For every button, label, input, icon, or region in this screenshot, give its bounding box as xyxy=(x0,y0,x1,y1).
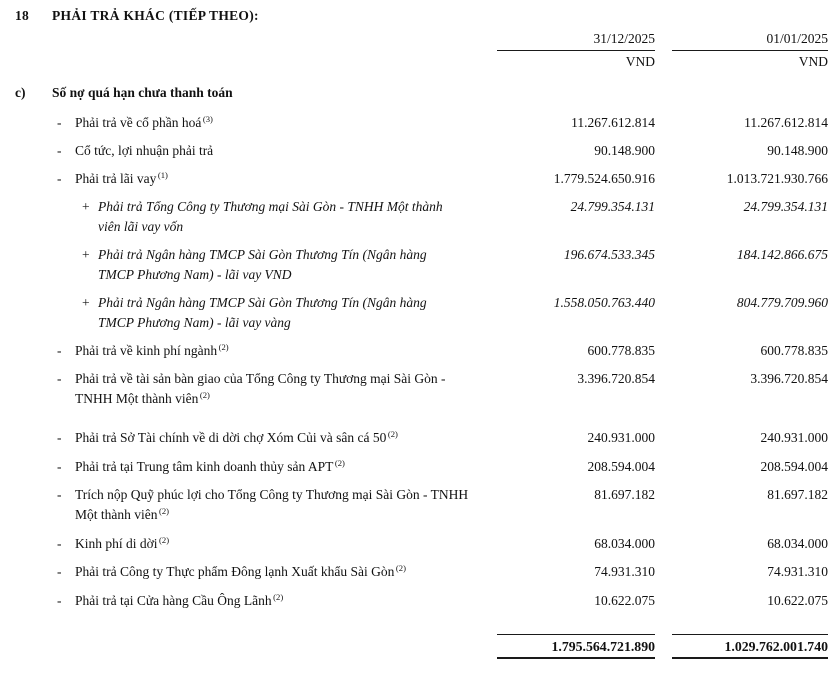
plus-bullet-icon: + xyxy=(82,247,90,262)
line-item-label xyxy=(75,428,470,448)
line-item-label-text: Phải trả về cổ phần hoá xyxy=(75,115,202,130)
note-title-row xyxy=(0,8,835,30)
line-item-label-text: Kinh phí di dời xyxy=(75,536,158,551)
column-header-col1 xyxy=(497,30,655,78)
line-item-label xyxy=(75,169,470,189)
line-item-label-text: Phải trả Sở Tài chính về di dời chợ Xóm Củi và sân cá 50 xyxy=(75,430,387,445)
dash-bullet-icon: - xyxy=(57,487,62,502)
total-box-col1 xyxy=(497,634,655,668)
footnote-marker: (2) xyxy=(334,457,345,468)
dash-bullet-icon: - xyxy=(57,143,62,158)
dash-bullet-icon: - xyxy=(57,115,62,130)
amount-col2: 1.013.721.930.766 xyxy=(726,171,828,186)
amount-col1: 11.267.612.814 xyxy=(571,115,655,130)
amount-col2: 90.148.900 xyxy=(767,143,828,158)
line-item-label-text: Phải trả Tổng Công ty Thương mại Sài Gòn - TNHH Một thành viên lãi vay vốn xyxy=(98,199,443,234)
amount-col1: 1.558.050.763.440 xyxy=(553,295,655,310)
total-value-col2: 1.029.762.001.740 xyxy=(724,639,828,654)
amount-col1: 1.779.524.650.916 xyxy=(553,171,655,186)
footnote-marker: (2) xyxy=(395,562,406,573)
line-item-label-text: Phải trả tại Cửa hàng Cầu Ông Lãnh xyxy=(75,593,272,608)
column-unit-col1: VND xyxy=(625,54,655,69)
amount-col2: 184.142.866.675 xyxy=(736,247,828,262)
amount-col2: 68.034.000 xyxy=(767,536,828,551)
note-number: 18 xyxy=(15,8,29,23)
amount-col2: 81.697.182 xyxy=(767,487,828,502)
amount-col2: 804.779.709.960 xyxy=(736,295,828,310)
column-date-col1: 31/12/2025 xyxy=(593,31,655,46)
amount-col1: 90.148.900 xyxy=(594,143,655,158)
amount-col1: 24.799.354.131 xyxy=(570,199,655,214)
dash-bullet-icon: - xyxy=(57,171,62,186)
footnote-marker: (1) xyxy=(157,169,168,180)
line-item-label-text: Phải trả về kinh phí ngành xyxy=(75,343,218,358)
footnote-marker: (3) xyxy=(202,113,213,124)
amount-col2: 24.799.354.131 xyxy=(743,199,828,214)
dash-bullet-icon: - xyxy=(57,536,62,551)
line-item-label xyxy=(98,197,453,237)
line-item-label-text: Phải trả Ngân hàng TMCP Sài Gòn Thương Tín (Ngân hàng TMCP Phương Nam) - lãi vay VND xyxy=(98,247,427,282)
section-label: Số nợ quá hạn chưa thanh toán xyxy=(52,85,233,100)
column-unit-col2: VND xyxy=(798,54,828,69)
line-item-label xyxy=(75,457,470,477)
footnote-marker: (2) xyxy=(218,341,229,352)
column-header-col2 xyxy=(672,30,828,78)
line-item-label xyxy=(75,485,470,525)
footnote-marker: (2) xyxy=(159,534,170,545)
line-item-label-text: Phải trả Công ty Thực phẩm Đông lạnh Xuất khẩu Sài Gòn xyxy=(75,564,395,579)
amount-col2: 11.267.612.814 xyxy=(744,115,828,130)
dash-bullet-icon: - xyxy=(57,371,62,386)
line-item-label xyxy=(75,113,470,133)
page-title: PHẢI TRẢ KHÁC (TIẾP THEO): xyxy=(52,8,259,23)
total-box-col2 xyxy=(672,634,828,668)
line-item-label-text: Phải trả Ngân hàng TMCP Sài Gòn Thương Tín (Ngân hàng TMCP Phương Nam) - lãi vay vàng xyxy=(98,295,427,330)
footnote-marker: (2) xyxy=(273,591,284,602)
amount-col1: 240.931.000 xyxy=(587,430,655,445)
amount-col1: 196.674.533.345 xyxy=(563,247,655,262)
amount-col2: 74.931.310 xyxy=(767,564,828,579)
dash-bullet-icon: - xyxy=(57,343,62,358)
line-item-label xyxy=(98,245,453,285)
amount-col1: 10.622.075 xyxy=(594,593,655,608)
line-item-label-text: Phải trả tại Trung tâm kinh doanh thủy sản APT xyxy=(75,459,334,474)
dash-bullet-icon: - xyxy=(57,564,62,579)
line-item-label xyxy=(98,293,453,333)
line-item-label xyxy=(75,534,470,554)
amount-col1: 74.931.310 xyxy=(594,564,655,579)
total-double-rule-col2 xyxy=(672,657,828,659)
line-item-label-text: Phải trả về tài sản bàn giao của Tổng Công ty Thương mại Sài Gòn - TNHH Một thành viên xyxy=(75,371,446,406)
plus-bullet-icon: + xyxy=(82,295,90,310)
line-item-label xyxy=(75,591,470,611)
amount-col2: 208.594.004 xyxy=(760,459,828,474)
amount-col2: 10.622.075 xyxy=(767,593,828,608)
amount-col1: 81.697.182 xyxy=(594,487,655,502)
amount-col1: 208.594.004 xyxy=(587,459,655,474)
dash-bullet-icon: - xyxy=(57,430,62,445)
footnote-marker: (2) xyxy=(387,428,398,439)
total-double-rule-col1 xyxy=(497,657,655,659)
dash-bullet-icon: - xyxy=(57,593,62,608)
amount-col2: 240.931.000 xyxy=(760,430,828,445)
line-item-label xyxy=(75,369,470,409)
dash-bullet-icon: - xyxy=(57,459,62,474)
line-item-label xyxy=(75,141,470,161)
line-item-label xyxy=(75,341,470,361)
amount-col1: 68.034.000 xyxy=(594,536,655,551)
line-item-label-text: Trích nộp Quỹ phúc lợi cho Tổng Công ty Thương mại Sài Gòn - TNHH Một thành viên xyxy=(75,487,469,522)
plus-bullet-icon: + xyxy=(82,199,90,214)
amount-col2: 3.396.720.854 xyxy=(750,371,828,386)
section-heading-row xyxy=(0,85,835,105)
amount-col1: 600.778.835 xyxy=(587,343,655,358)
column-date-col2: 01/01/2025 xyxy=(766,31,828,46)
line-item-label xyxy=(75,562,470,582)
line-item-label-text: Phải trả lãi vay xyxy=(75,171,157,186)
section-letter: c) xyxy=(15,85,26,100)
line-item-label-text: Cổ tức, lợi nhuận phải trả xyxy=(75,143,214,158)
amount-col2: 600.778.835 xyxy=(760,343,828,358)
amount-col1: 3.396.720.854 xyxy=(577,371,655,386)
total-value-col1: 1.795.564.721.890 xyxy=(551,639,655,654)
footnote-marker: (2) xyxy=(199,389,210,400)
footnote-marker: (2) xyxy=(159,505,170,516)
